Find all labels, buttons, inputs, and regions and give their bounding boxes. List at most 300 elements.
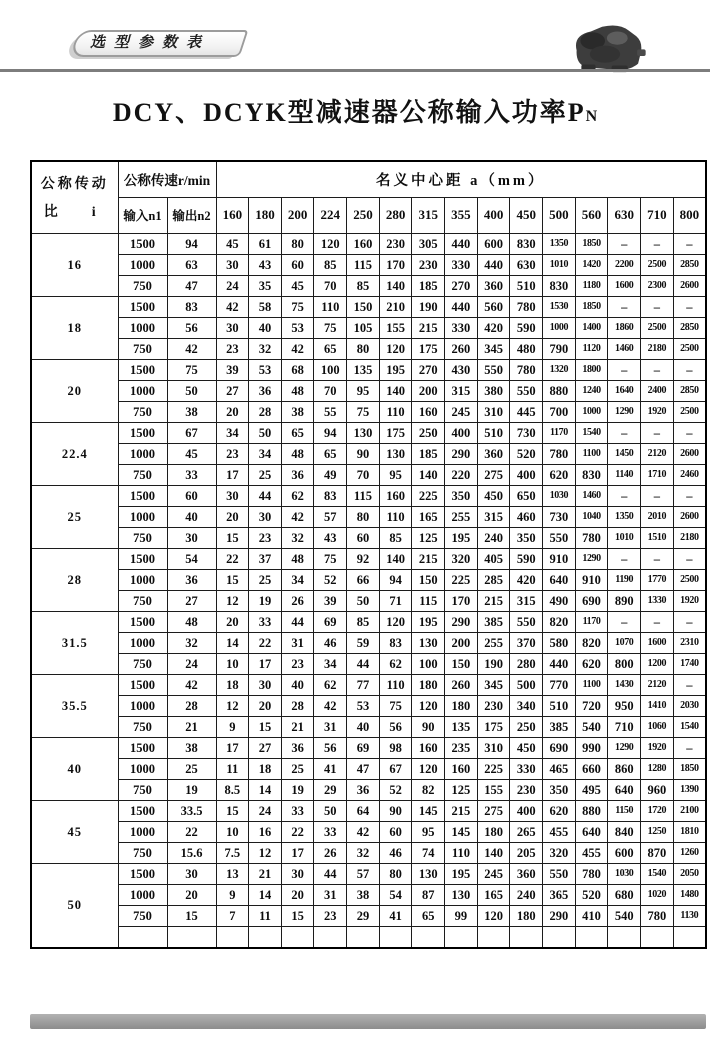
- col-header-distance: 355: [445, 197, 478, 233]
- power-cell: 650: [510, 485, 543, 506]
- power-cell: 1040: [575, 506, 608, 527]
- power-cell: 2180: [641, 338, 674, 359]
- power-cell: 285: [477, 569, 510, 590]
- output-speed-cell: 15.6: [167, 842, 216, 863]
- power-cell: 90: [347, 443, 380, 464]
- power-cell: 120: [379, 338, 412, 359]
- power-cell: 330: [445, 254, 478, 275]
- power-cell: 41: [314, 758, 347, 779]
- power-cell: 215: [412, 317, 445, 338]
- power-cell: 95: [347, 380, 380, 401]
- power-cell: –: [608, 359, 641, 380]
- col-header-ratio-line1: 公称传动: [40, 177, 109, 193]
- power-cell: 260: [445, 674, 478, 695]
- power-cell: 27: [249, 737, 282, 758]
- power-cell: 150: [347, 296, 380, 317]
- output-speed-cell: 42: [167, 674, 216, 695]
- power-cell: 12: [216, 695, 249, 716]
- power-cell: 230: [379, 233, 412, 254]
- power-cell: 275: [477, 464, 510, 485]
- power-cell: 140: [379, 548, 412, 569]
- power-cell: 1920: [673, 590, 706, 611]
- power-cell: 125: [445, 779, 478, 800]
- power-cell: 130: [412, 863, 445, 884]
- power-cell: 660: [575, 758, 608, 779]
- power-cell: 45: [216, 233, 249, 254]
- input-speed-cell: 1500: [118, 359, 167, 380]
- power-cell: 400: [510, 800, 543, 821]
- power-cell: 85: [379, 527, 412, 548]
- power-cell: 480: [510, 338, 543, 359]
- power-cell: 46: [379, 842, 412, 863]
- col-header-ratio-line2: 比 i: [43, 205, 106, 221]
- input-speed-cell: 1000: [118, 254, 167, 275]
- power-cell: 210: [379, 296, 412, 317]
- power-cell: 710: [608, 716, 641, 737]
- power-cell: 315: [510, 590, 543, 611]
- power-cell: 110: [379, 674, 412, 695]
- power-cell: –: [673, 422, 706, 443]
- power-cell: 265: [510, 821, 543, 842]
- power-cell: 44: [281, 611, 314, 632]
- power-cell: –: [673, 359, 706, 380]
- power-cell: 1810: [673, 821, 706, 842]
- power-cell: 180: [412, 674, 445, 695]
- power-cell: 1720: [641, 800, 674, 821]
- power-cell: 1030: [608, 863, 641, 884]
- power-cell: 85: [347, 611, 380, 632]
- empty-cell: [575, 926, 608, 948]
- output-speed-cell: 42: [167, 338, 216, 359]
- power-cell: 30: [249, 506, 282, 527]
- input-speed-cell: 1000: [118, 632, 167, 653]
- table-row: [31, 653, 706, 674]
- power-cell: 195: [412, 611, 445, 632]
- power-cell: 430: [445, 359, 478, 380]
- power-cell: 80: [281, 233, 314, 254]
- power-cell: 250: [510, 716, 543, 737]
- input-speed-cell: 1500: [118, 800, 167, 821]
- power-cell: 245: [445, 401, 478, 422]
- power-cell: 20: [281, 884, 314, 905]
- power-cell: 100: [412, 653, 445, 674]
- power-cell: 15: [216, 527, 249, 548]
- power-cell: 57: [314, 506, 347, 527]
- table-row: [31, 506, 706, 527]
- table-row: [31, 905, 706, 926]
- power-cell: 50: [347, 590, 380, 611]
- power-cell: 1130: [673, 905, 706, 926]
- power-cell: 2180: [673, 527, 706, 548]
- power-cell: 275: [477, 800, 510, 821]
- output-speed-cell: 30: [167, 863, 216, 884]
- power-cell: 450: [510, 737, 543, 758]
- power-cell: 230: [510, 779, 543, 800]
- power-cell: 180: [477, 821, 510, 842]
- power-cell: 1320: [543, 359, 576, 380]
- power-cell: 1350: [543, 233, 576, 254]
- power-cell: 58: [249, 296, 282, 317]
- power-cell: 190: [477, 653, 510, 674]
- input-speed-cell: 1000: [118, 884, 167, 905]
- power-cell: 230: [412, 254, 445, 275]
- power-cell: 460: [510, 506, 543, 527]
- empty-cell: [249, 926, 282, 948]
- power-cell: 90: [379, 800, 412, 821]
- power-cell: 53: [347, 695, 380, 716]
- power-cell: 38: [347, 884, 380, 905]
- input-speed-cell: 1500: [118, 422, 167, 443]
- power-cell: 80: [379, 863, 412, 884]
- power-cell: 18: [216, 674, 249, 695]
- input-speed-cell: 1500: [118, 737, 167, 758]
- input-speed-cell: 750: [118, 527, 167, 548]
- power-cell: 24: [216, 275, 249, 296]
- power-cell: 215: [445, 800, 478, 821]
- ratio-cell: 50: [31, 863, 118, 948]
- power-cell: 100: [314, 359, 347, 380]
- power-cell: 730: [543, 506, 576, 527]
- power-cell: 400: [510, 464, 543, 485]
- power-cell: 36: [281, 464, 314, 485]
- power-cell: 37: [249, 548, 282, 569]
- power-cell: 405: [477, 548, 510, 569]
- page-title-main: DCY、DCYK型减速器公称输入功率P: [112, 98, 586, 127]
- col-header-center-distance: 名义中心距 a（mm）: [216, 161, 706, 197]
- power-cell: 1850: [673, 758, 706, 779]
- empty-cell: [477, 926, 510, 948]
- power-cell: 56: [314, 737, 347, 758]
- power-cell: 800: [608, 653, 641, 674]
- table-row: [31, 611, 706, 632]
- power-cell: –: [608, 548, 641, 569]
- power-cell: 2200: [608, 254, 641, 275]
- power-cell: 120: [412, 695, 445, 716]
- power-cell: 780: [575, 863, 608, 884]
- power-cell: 165: [477, 884, 510, 905]
- power-cell: 26: [314, 842, 347, 863]
- power-cell: 115: [347, 485, 380, 506]
- output-speed-cell: 24: [167, 653, 216, 674]
- power-cell: 290: [445, 611, 478, 632]
- power-cell: 2120: [641, 443, 674, 464]
- power-cell: 340: [510, 695, 543, 716]
- power-cell: 14: [249, 884, 282, 905]
- power-cell: 32: [347, 842, 380, 863]
- power-cell: 1770: [641, 569, 674, 590]
- power-cell: 50: [249, 422, 282, 443]
- input-speed-cell: 1500: [118, 611, 167, 632]
- power-cell: 385: [543, 716, 576, 737]
- power-cell: 52: [314, 569, 347, 590]
- power-cell: 50: [314, 800, 347, 821]
- power-cell: 550: [477, 359, 510, 380]
- power-cell: –: [641, 422, 674, 443]
- power-cell: 38: [281, 401, 314, 422]
- power-cell: 2500: [673, 401, 706, 422]
- power-cell: 250: [412, 422, 445, 443]
- input-speed-cell: 750: [118, 464, 167, 485]
- power-cell: 1010: [543, 254, 576, 275]
- output-speed-cell: 36: [167, 569, 216, 590]
- power-cell: 32: [249, 338, 282, 359]
- ratio-cell: 22.4: [31, 422, 118, 485]
- power-cell: 780: [575, 527, 608, 548]
- power-cell: 380: [477, 380, 510, 401]
- power-cell: 520: [510, 443, 543, 464]
- power-cell: 320: [445, 548, 478, 569]
- power-cell: 18: [249, 758, 282, 779]
- power-cell: 2300: [641, 275, 674, 296]
- power-cell: 40: [347, 716, 380, 737]
- power-cell: 55: [314, 401, 347, 422]
- power-cell: 410: [575, 905, 608, 926]
- power-cell: 71: [379, 590, 412, 611]
- power-cell: 420: [477, 317, 510, 338]
- power-cell: 34: [216, 422, 249, 443]
- power-cell: 1120: [575, 338, 608, 359]
- power-cell: 190: [412, 296, 445, 317]
- output-speed-cell: 28: [167, 695, 216, 716]
- power-cell: 53: [281, 317, 314, 338]
- power-cell: 2460: [673, 464, 706, 485]
- power-cell: 225: [412, 485, 445, 506]
- power-cell: 1430: [608, 674, 641, 695]
- power-cell: 62: [281, 485, 314, 506]
- power-cell: 550: [510, 611, 543, 632]
- empty-cell: [118, 926, 167, 948]
- power-cell: 620: [543, 800, 576, 821]
- output-speed-cell: 25: [167, 758, 216, 779]
- power-cell: 19: [249, 590, 282, 611]
- power-cell: 1800: [575, 359, 608, 380]
- power-cell: 820: [543, 611, 576, 632]
- power-cell: 1290: [575, 548, 608, 569]
- power-cell: 31: [314, 884, 347, 905]
- power-cell: 83: [314, 485, 347, 506]
- power-cell: 960: [641, 779, 674, 800]
- power-cell: 880: [543, 380, 576, 401]
- power-cell: 490: [543, 590, 576, 611]
- power-cell: 140: [477, 842, 510, 863]
- parameters-table: [30, 160, 707, 949]
- table-row: [31, 758, 706, 779]
- power-cell: 160: [412, 401, 445, 422]
- power-cell: 34: [314, 653, 347, 674]
- empty-cell: [641, 926, 674, 948]
- power-cell: 160: [412, 737, 445, 758]
- power-cell: 175: [412, 338, 445, 359]
- power-cell: 1290: [608, 401, 641, 422]
- col-header-distance: 710: [641, 197, 674, 233]
- power-cell: 1460: [575, 485, 608, 506]
- output-speed-cell: 30: [167, 527, 216, 548]
- power-cell: 30: [216, 317, 249, 338]
- ratio-cell: 35.5: [31, 674, 118, 737]
- power-cell: 17: [216, 464, 249, 485]
- col-header-distance: 224: [314, 197, 347, 233]
- power-cell: 62: [314, 674, 347, 695]
- power-cell: 115: [412, 590, 445, 611]
- power-cell: 17: [281, 842, 314, 863]
- power-cell: 36: [281, 737, 314, 758]
- table-row: [31, 863, 706, 884]
- table-row: [31, 359, 706, 380]
- power-cell: 2100: [673, 800, 706, 821]
- power-cell: 44: [347, 653, 380, 674]
- output-speed-cell: 20: [167, 884, 216, 905]
- power-cell: 1180: [575, 275, 608, 296]
- table-row: [31, 821, 706, 842]
- power-cell: 1920: [641, 401, 674, 422]
- table-row: [31, 716, 706, 737]
- gear-reducer-image: [562, 22, 648, 74]
- power-cell: 1330: [641, 590, 674, 611]
- power-cell: 30: [216, 485, 249, 506]
- power-cell: 25: [249, 569, 282, 590]
- power-cell: 1410: [641, 695, 674, 716]
- power-cell: 365: [543, 884, 576, 905]
- power-cell: 580: [543, 632, 576, 653]
- power-cell: 42: [347, 821, 380, 842]
- power-cell: 62: [379, 653, 412, 674]
- power-cell: 240: [477, 527, 510, 548]
- power-cell: 16: [249, 821, 282, 842]
- power-cell: 550: [543, 863, 576, 884]
- power-cell: 315: [477, 506, 510, 527]
- power-cell: 60: [347, 527, 380, 548]
- power-cell: 870: [641, 842, 674, 863]
- power-cell: 30: [216, 254, 249, 275]
- col-header-distance: 200: [281, 197, 314, 233]
- power-cell: 730: [510, 422, 543, 443]
- power-cell: 30: [281, 863, 314, 884]
- power-cell: 155: [477, 779, 510, 800]
- input-speed-cell: 1500: [118, 674, 167, 695]
- power-cell: 1190: [608, 569, 641, 590]
- col-header-output-speed: 输出n2: [167, 197, 216, 233]
- power-cell: 115: [347, 254, 380, 275]
- power-cell: 690: [543, 737, 576, 758]
- power-cell: 465: [543, 758, 576, 779]
- power-cell: 255: [445, 506, 478, 527]
- table-row: [31, 422, 706, 443]
- power-cell: 85: [347, 275, 380, 296]
- input-speed-cell: 1500: [118, 548, 167, 569]
- table-row: [31, 569, 706, 590]
- power-cell: 65: [314, 338, 347, 359]
- power-cell: 145: [445, 821, 478, 842]
- power-cell: 68: [281, 359, 314, 380]
- power-cell: –: [673, 674, 706, 695]
- power-cell: 420: [510, 569, 543, 590]
- input-speed-cell: 750: [118, 338, 167, 359]
- power-cell: 620: [543, 464, 576, 485]
- table-row: [31, 254, 706, 275]
- power-cell: 2030: [673, 695, 706, 716]
- input-speed-cell: 750: [118, 779, 167, 800]
- power-cell: 28: [281, 695, 314, 716]
- power-cell: 120: [477, 905, 510, 926]
- power-cell: 59: [347, 632, 380, 653]
- power-cell: 25: [249, 464, 282, 485]
- table-row: [31, 548, 706, 569]
- power-cell: 54: [379, 884, 412, 905]
- power-cell: 46: [314, 632, 347, 653]
- input-speed-cell: 750: [118, 401, 167, 422]
- power-cell: 440: [477, 254, 510, 275]
- power-cell: 9: [216, 716, 249, 737]
- power-cell: 860: [608, 758, 641, 779]
- power-cell: 145: [412, 800, 445, 821]
- power-cell: 305: [412, 233, 445, 254]
- power-cell: 1390: [673, 779, 706, 800]
- output-speed-cell: 83: [167, 296, 216, 317]
- power-cell: 160: [379, 485, 412, 506]
- power-cell: 360: [477, 275, 510, 296]
- power-cell: 44: [314, 863, 347, 884]
- power-cell: 87: [412, 884, 445, 905]
- power-cell: 45: [281, 275, 314, 296]
- power-cell: 455: [543, 821, 576, 842]
- power-cell: 160: [445, 758, 478, 779]
- output-speed-cell: 32: [167, 632, 216, 653]
- power-cell: 48: [281, 380, 314, 401]
- input-speed-cell: 750: [118, 590, 167, 611]
- power-cell: 345: [477, 338, 510, 359]
- power-cell: 42: [281, 338, 314, 359]
- power-cell: 19: [281, 779, 314, 800]
- power-cell: 60: [379, 821, 412, 842]
- power-cell: 29: [347, 905, 380, 926]
- power-cell: 23: [281, 653, 314, 674]
- header-divider: [0, 69, 710, 72]
- power-cell: 11: [216, 758, 249, 779]
- power-cell: 350: [445, 485, 478, 506]
- power-cell: 7.5: [216, 842, 249, 863]
- power-cell: 1400: [575, 317, 608, 338]
- power-cell: 370: [510, 632, 543, 653]
- power-cell: 150: [412, 569, 445, 590]
- power-cell: 1600: [641, 632, 674, 653]
- power-cell: 24: [249, 800, 282, 821]
- power-cell: 1740: [673, 653, 706, 674]
- power-cell: 215: [412, 548, 445, 569]
- power-cell: 1010: [608, 527, 641, 548]
- power-cell: 1250: [641, 821, 674, 842]
- power-cell: 690: [575, 590, 608, 611]
- power-cell: 2850: [673, 317, 706, 338]
- output-speed-cell: 48: [167, 611, 216, 632]
- empty-cell: [412, 926, 445, 948]
- power-cell: 67: [379, 758, 412, 779]
- power-cell: 10: [216, 653, 249, 674]
- power-cell: 12: [249, 842, 282, 863]
- empty-cell: [314, 926, 347, 948]
- output-speed-cell: 75: [167, 359, 216, 380]
- power-cell: 165: [412, 506, 445, 527]
- power-cell: 1290: [608, 737, 641, 758]
- power-cell: 290: [445, 443, 478, 464]
- power-cell: 43: [249, 254, 282, 275]
- power-cell: 65: [412, 905, 445, 926]
- power-cell: 20: [216, 611, 249, 632]
- table-row: [31, 296, 706, 317]
- power-cell: 1100: [575, 443, 608, 464]
- power-cell: 1100: [575, 674, 608, 695]
- power-cell: 830: [575, 464, 608, 485]
- power-cell: 48: [281, 443, 314, 464]
